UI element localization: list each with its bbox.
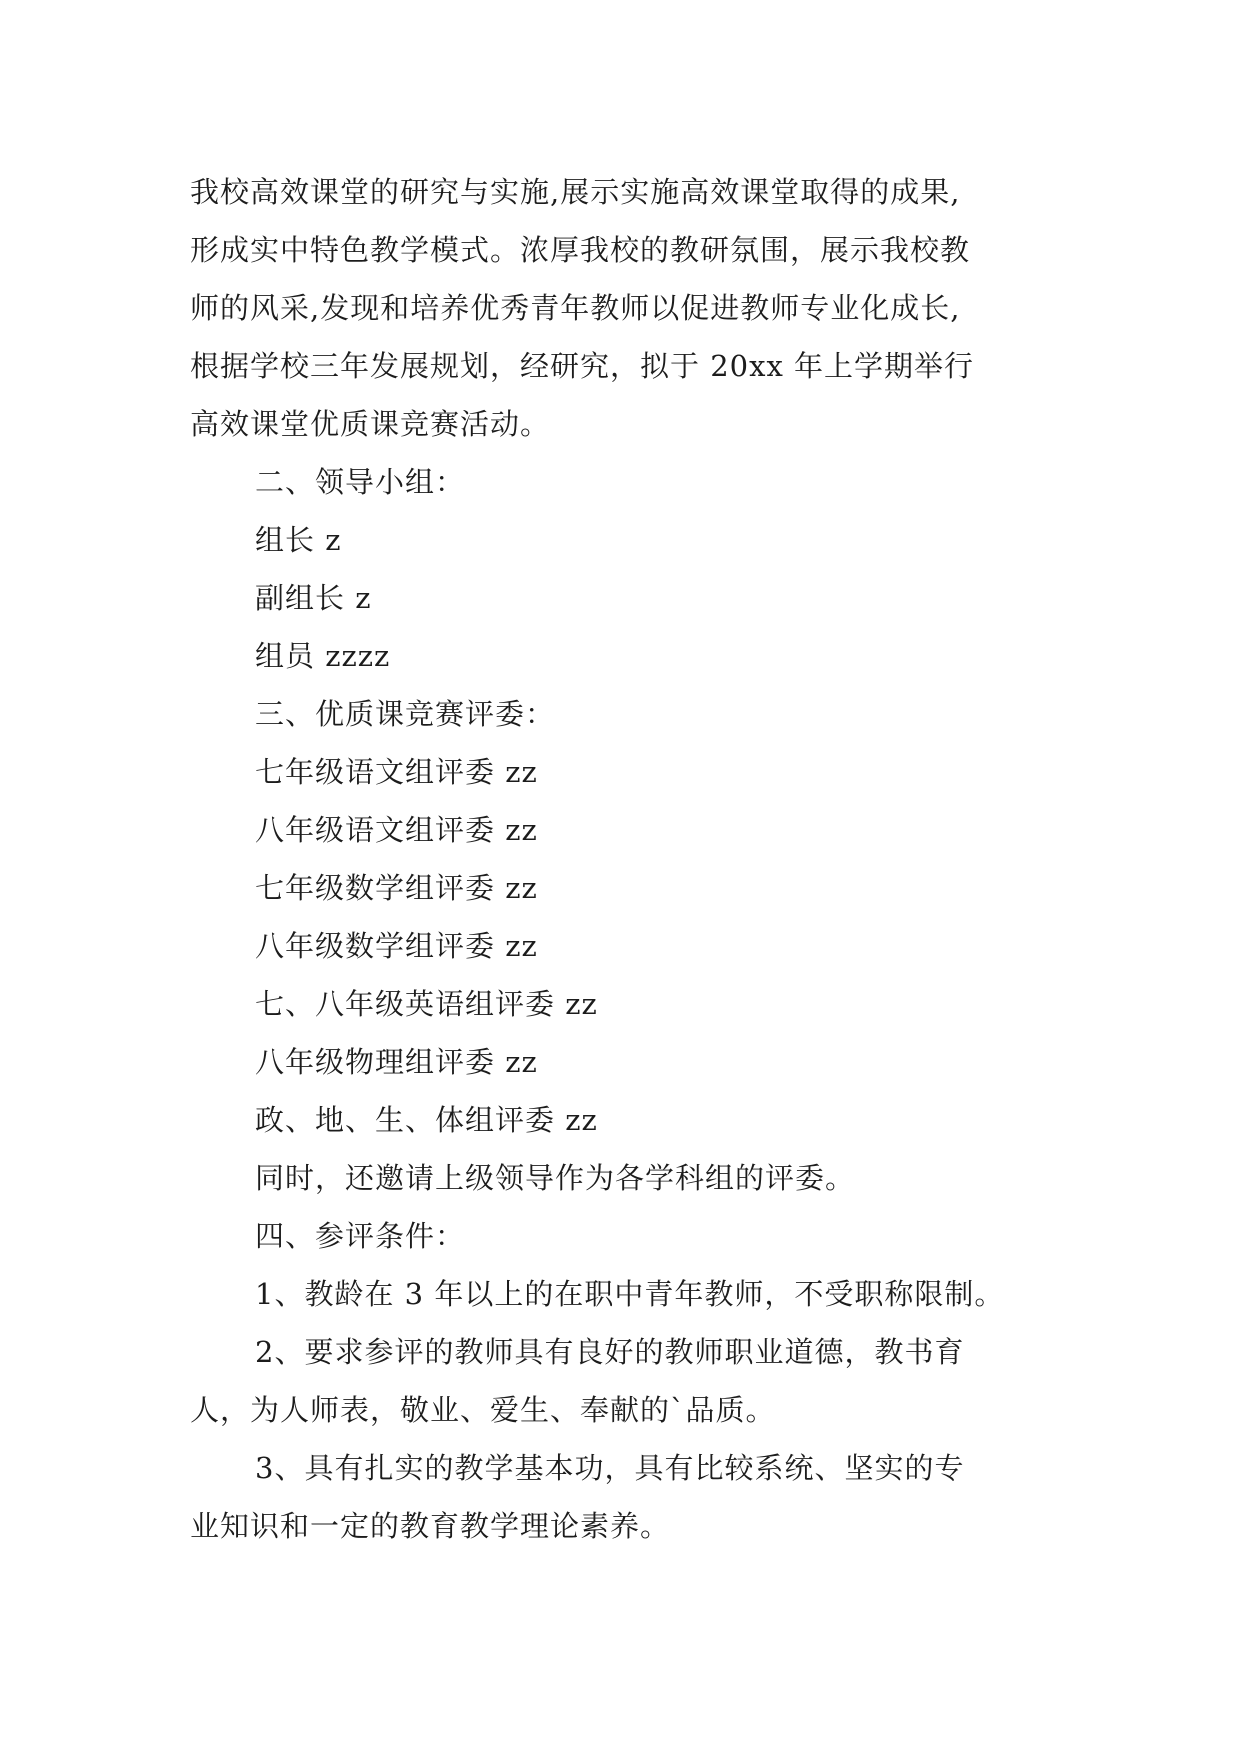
leader-item: 组员 zzzz [255,639,391,673]
text-line: 根据学校三年发展规划，经研究，拟于 20xx 年上学期举行 [190,349,975,383]
text-line: 人，为人师表，敬业、爱生、奉献的`品质。 [190,1393,776,1427]
condition-item [190,1323,1090,1439]
leader-item: 组长 z [255,523,342,557]
judge-item: 八年级语文组评委 zz [255,813,538,847]
judges-note: 同时，还邀请上级领导作为各学科组的评委。 [255,1161,856,1195]
section-heading-leadership: 二、领导小组： [255,465,466,499]
judge-item: 七年级语文组评委 zz [255,755,538,789]
judge-item: 政、地、生、体组评委 zz [255,1103,598,1137]
judge-item: 八年级物理组评委 zz [255,1045,538,1079]
document-body [190,163,1090,1555]
text-line: 业知识和一定的教育教学理论素养。 [190,1509,671,1543]
judge-item: 八年级数学组评委 zz [255,929,538,963]
text-line: 2、要求参评的教师具有良好的教师职业道德，教书育 [255,1335,965,1369]
section-heading-conditions: 四、参评条件： [255,1219,466,1253]
text-line: 3、具有扎实的教学基本功，具有比较系统、坚实的专 [255,1451,965,1485]
text-line: 高效课堂优质课竞赛活动。 [190,407,551,441]
condition-item [190,1439,1090,1555]
text-line: 师的风采,发现和培养优秀青年教师以促进教师专业化成长, [190,291,961,325]
paragraph-purpose [190,163,1090,453]
judge-item: 七年级数学组评委 zz [255,871,538,905]
judge-item: 七、八年级英语组评委 zz [255,987,598,1021]
leader-item: 副组长 z [255,581,372,615]
section-heading-judges: 三、优质课竞赛评委： [255,697,556,731]
condition-item: 1、教龄在 3 年以上的在职中青年教师，不受职称限制。 [255,1277,1005,1311]
text-line: 形成实中特色教学模式。浓厚我校的教研氛围，展示我校教 [190,233,971,267]
text-line: 我校高效课堂的研究与实施,展示实施高效课堂取得的成果, [190,175,961,209]
